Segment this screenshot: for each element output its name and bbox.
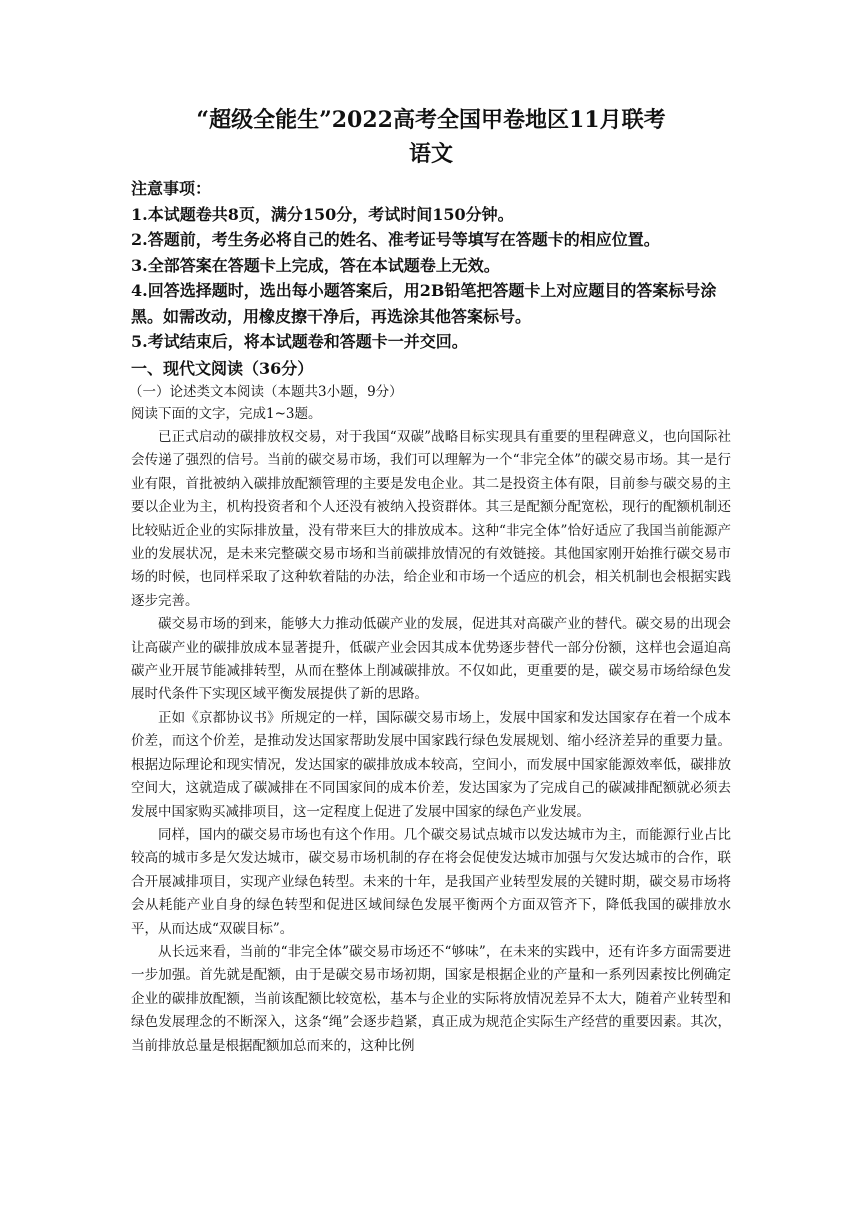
exam-page <box>131 104 731 1058</box>
passage-paragraph: 同样，国内的碳交易市场也有这个作用。几个碳交易试点城市以发达城市为主，而能源行业占比较高的城市多是欠发达城市，碳交易市场机制的存在将会促使发达城市加强与欠发达城市的合作，联合开展减排项目，实现产业绿色转型。未来的十年，是我国产业转型发展的关键时期，碳交易市场将会从耗能产业自身的绿色转型和促进区域间绿色发展平衡两个方面双管齐下，降低我国的碳排放水平，从而达成“双碳目标”。 <box>131 826 731 937</box>
passage-paragraph: 已正式启动的碳排放权交易，对于我国“双碳”战略目标实现具有重要的里程碑意义，也向国际社会传递了强烈的信号。当前的碳交易市场，我们可以理解为一个“非完全体”的碳交易市场。其一是行业有限，首批被纳入碳排放配额管理的主要是发电企业。其二是投资主体有限，目前参与碳交易的主要以企业为主，机构投资者和个人还没有被纳入投资群体。其三是配额分配宽松，现行的配额机制还比较贴近企业的实际排放量，没有带来巨大的排放成本。这种“非完全体”恰好适应了我国当前能源产业的发展状况，是未来完整碳交易市场和当前碳排放情况的有效链接。其他国家刚开始推行碳交易市场的时候，也同样采取了这种软着陆的办法，给企业和市场一个适应的机会，相关机制也会根据实践逐步完善。 <box>131 429 731 609</box>
reading-passage <box>131 426 731 1058</box>
notice-item: 1.本试题卷共8页，满分150分，考试时间150分钟。 <box>131 204 514 224</box>
passage-paragraph: 正如《京都协议书》所规定的一样，国际碳交易市场上，发展中国家和发达国家存在着一个成本价差，而这个价差，是推动发达国家帮助发展中国家践行绿色发展规划、缩小经济差异的重要力量。根据边际理论和现实情况，发达国家的碳排放成本较高，空间小，而发展中国家能源效率低，碳排放空间大，这就造成了碳减排在不同国家间的成本价差，发达国家为了完成自己的碳减排配额就必须去发展中国家购买减排项目，这一定程度上促进了发展中国家的绿色产业发展。 <box>131 709 731 820</box>
notice-item: 4.回答选择题时，选出每小题答案后，用2B铅笔把答题卡上对应题目的答案标号涂黑。如需改动，用橡皮擦干净后，再选涂其他答案标号。 <box>131 281 717 326</box>
sub-section-heading: （一）论述类文本阅读（本题共3小题，9分） <box>129 384 403 400</box>
section-title: 一、现代文阅读（36分） <box>131 358 314 378</box>
exam-subject: 语文 <box>408 141 453 167</box>
passage-paragraph: 碳交易市场的到来，能够大力推动低碳产业的发展，促进其对高碳产业的替代。碳交易的出现会让高碳产业的碳排放成本显著提升，低碳产业会因其成本优势逐步替代一部分份额，这样也会逼迫高碳产业开展节能减排转型，从而在整体上削减碳排放。不仅如此，更重要的是，碳交易市场给绿色发展时代条件下实现区域平衡发展提供了新的思路。 <box>131 616 731 703</box>
notice-item: 5.考试结束后，将本试题卷和答题卡一并交回。 <box>131 332 468 351</box>
passage-paragraph: 从长远来看，当前的“非完全体”碳交易市场还不“够味”，在未来的实践中，还有许多方面需要进一步加强。首先就是配额，由于是碳交易市场初期，国家是根据企业的产量和一系列因素按比例确定企业的碳排放配额，当前该配额比较宽松，基本与企业的实际将放情况差异不太大，随着产业转型和绿色发展理念的不断深入，这条“绳”会逐步趋紧，真正成为规范企实际生产经营的重要因素。其次，当前排放总量是根据配额加总而来的，这种比例 <box>131 943 731 1054</box>
notice-item: 2.答题前，考生务必将自己的姓名、准考证号等填写在答题卡的相应位置。 <box>131 230 660 249</box>
exam-title: “超级全能生”2022高考全国甲卷地区11月联考 <box>196 107 666 133</box>
notice-heading: 注意事项： <box>131 179 212 198</box>
reading-instruction: 阅读下面的文字，完成1~3题。 <box>131 406 322 422</box>
notice-block <box>131 176 731 355</box>
notice-item: 3.全部答案在答题卡上完成，答在本试题卷上无效。 <box>131 255 500 275</box>
